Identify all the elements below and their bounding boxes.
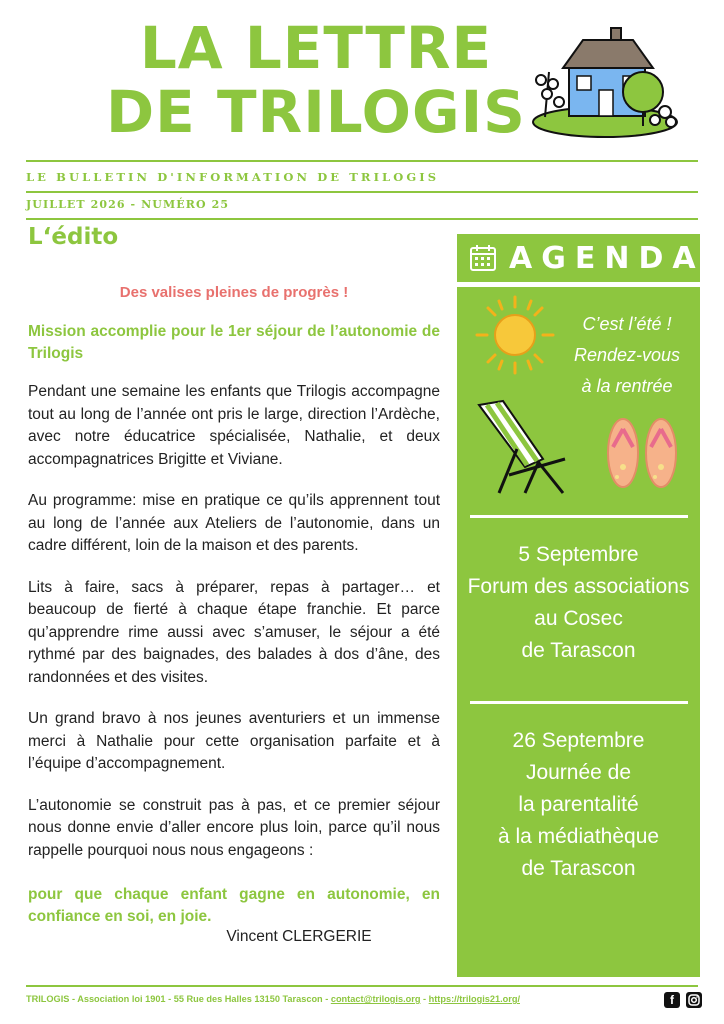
edito-paragraph: Un grand bravo à nos jeunes aventuriers et un immense merci à Nathalie pour cette organisation parfaite et à l’équipe d’accompagnement. [28,710,440,772]
edito-headline: Des valises pleines de progrès ! [119,284,349,301]
agenda-panel [457,287,700,977]
newsletter-subtitle: LE BULLETIN D'INFORMATION DE TRILOGIS [26,170,440,184]
event-line: Journée de [525,761,632,784]
sun-icon [473,293,557,377]
footer-website-link[interactable]: https://trilogis21.org/ [428,994,520,1004]
footer-separator: - [420,994,429,1004]
summer-line: à la rentrée [581,376,673,396]
edito-lead: Mission accomplie pour le 1er séjour de l’autonomie de Trilogis [28,323,440,362]
calendar-icon [469,244,497,272]
subtitle-divider [26,191,698,193]
edito-paragraph: Pendant une semaine les enfants que Trilogis accompagne tout au long de l’année ont pris le large, direction l’Ardèche, avec notre éducatrice spécialisée, Nathalie, et deux accompagnatrices Brigitte et Viviane. [28,383,440,468]
agenda-event-1 [457,539,700,667]
edito-closing: pour que chaque enfant gagne en autonomie, en confiance en soi, en joie. [28,886,440,925]
event-line: 26 Septembre [512,729,645,752]
agenda-title: AGENDA [509,241,705,276]
agenda-header [457,234,705,282]
edito-article [28,280,440,946]
event-line: de Tarascon [521,639,636,662]
footer-divider [26,985,698,987]
edito-signature: Vincent CLERGERIE [226,928,372,945]
issue-divider [26,218,698,220]
title-line-1: LA LETTRE [139,14,493,82]
event-line: la parentalité [518,793,639,816]
edito-paragraph: Lits à faire, sacs à préparer, repas à partager… et beaucoup de fierté à chaque étape franchie. Et parce qu’apprendre rime aussi avec s’amuser, le séjour a été rythmé par des baignades, des balades à dos d’âne, des randonnées et des visites. [28,578,440,686]
event-line: au Cosec [534,607,623,630]
event-line: Forum des associations [467,575,690,598]
summer-line: C’est l’été ! [582,314,672,334]
instagram-glyph [686,992,702,1008]
agenda-divider [470,515,688,518]
newsletter-title [96,16,536,144]
summer-message [557,309,697,402]
footer-address: TRILOGIS - Association loi 1901 - 55 Rue des Halles 13150 Tarascon - [26,994,331,1004]
agenda-divider [470,701,688,704]
flip-flops-icon [603,415,683,491]
agenda-event-2 [457,725,700,885]
edito-heading: L‘édito [28,224,119,250]
edito-paragraph: L’autonomie se construit pas à pas, et ce premier séjour nous donne envie d’aller encore plus loin, parce qu’il nous rappelle pourquoi nous nous engageons : [28,796,440,859]
issue-date: JUILLET 2026 - NUMÉRO 25 [26,198,230,211]
event-line: de Tarascon [521,857,636,880]
edito-paragraph: Au programme: mise en pratique ce qu’ils apprennent tout au long de l’année aux Ateliers de l’autonomie, dans un cadre différent, loin de la maison et des parents. [28,492,440,554]
footer-text [26,994,520,1004]
footer-email-link[interactable]: contact@trilogis.org [330,994,421,1004]
deckchair-icon [469,397,569,497]
header-divider [26,160,698,162]
event-line: 5 Septembre [518,543,639,566]
event-line: à la médiathèque [497,825,660,848]
facebook-icon[interactable]: f [664,992,680,1008]
title-line-2: DE TRILOGIS [106,78,526,146]
summer-line: Rendez-vous [573,345,681,365]
instagram-icon[interactable] [686,992,702,1008]
house-illustration [525,22,685,142]
